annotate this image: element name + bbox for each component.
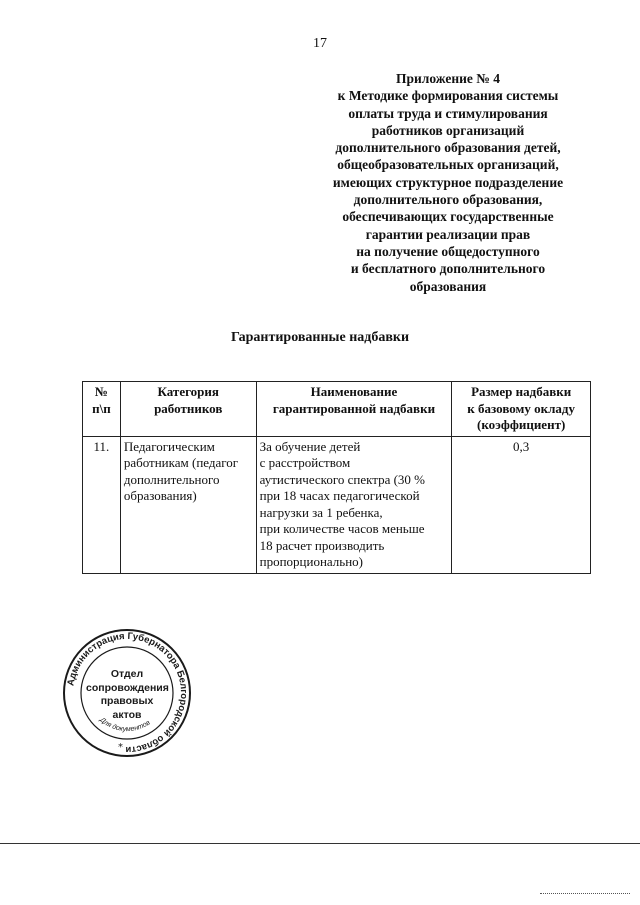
cell-line: при 18 часах педагогической: [259, 488, 420, 503]
cell-line: работникам (педагог: [123, 455, 239, 470]
cell-line: дополнительного: [123, 471, 220, 487]
stamp-line: сопровождения: [86, 681, 169, 694]
header-line: Категория: [157, 384, 219, 399]
appendix-line: обеспечивающих государственные: [342, 209, 554, 225]
header-coefficient: [452, 382, 591, 437]
cell-line: с расстройством: [259, 455, 351, 470]
appendix-line: на получение общедоступного: [356, 243, 540, 259]
header-line: Размер надбавки: [471, 384, 572, 399]
cell-line: аутистического спектра (30 %: [259, 471, 426, 487]
row-coefficient: 0,3: [452, 436, 591, 573]
cell-line: пропорционально): [259, 554, 363, 569]
table-row: [83, 436, 591, 573]
stamp-line: Отдел: [110, 668, 144, 680]
appendix-line: образования: [409, 278, 487, 294]
header-line: гарантированной надбавки: [272, 400, 436, 416]
row-number: 11.: [83, 436, 121, 573]
header-line: п\п: [92, 400, 111, 416]
header-line: к базовому окладу: [467, 400, 575, 416]
appendix-line: дополнительного образования,: [353, 192, 543, 208]
appendix-line: оплаты труда и стимулирования: [348, 105, 548, 121]
cell-line: при количестве часов меньше: [259, 521, 425, 536]
cell-line: нагрузки за 1 ребенка,: [259, 504, 383, 520]
header-line: Наименование: [310, 384, 398, 399]
allowances-table: [82, 381, 591, 574]
appendix-line: Приложение № 4: [396, 71, 500, 86]
header-number: [83, 382, 121, 437]
stamp-inner-text: Для документов: [98, 716, 152, 734]
stamp-line: актов: [112, 708, 142, 721]
header-line: работников: [154, 400, 223, 416]
header-line: (коэффициент): [477, 417, 566, 432]
scan-artifact: [540, 893, 630, 897]
stamp-ring-text: Администрация Губернатора Белгородской области: [65, 630, 190, 756]
appendix-heading: [318, 70, 578, 295]
cell-line: Педагогическим: [123, 438, 215, 454]
table-header-row: [83, 382, 591, 437]
header-allowance: [256, 382, 452, 437]
appendix-line: имеющих структурное подразделение: [332, 174, 564, 190]
stamp-star-icon: *: [118, 742, 123, 753]
section-title: Гарантированные надбавки: [230, 330, 410, 345]
row-category: [120, 436, 256, 573]
appendix-line: и бесплатного дополнительного: [350, 261, 546, 277]
page-number: 17: [313, 36, 327, 51]
appendix-line: работников организаций: [371, 122, 525, 138]
stamp-center-text: [86, 668, 168, 722]
appendix-line: гарантии реализации прав: [365, 226, 531, 242]
cell-line: образования): [123, 488, 197, 503]
cell-line: 18 расчет производить: [259, 537, 385, 553]
appendix-line: общеобразовательных организаций,: [337, 157, 559, 173]
header-category: [120, 382, 256, 437]
row-allowance: [256, 436, 452, 573]
appendix-line: дополнительного образования детей,: [335, 140, 561, 156]
bottom-rule: [0, 843, 640, 844]
header-line: №: [94, 384, 108, 399]
cell-line: За обучение детей: [259, 438, 361, 454]
appendix-line: к Методике формирования системы: [337, 88, 559, 104]
stamp-line: правовых: [100, 695, 154, 707]
